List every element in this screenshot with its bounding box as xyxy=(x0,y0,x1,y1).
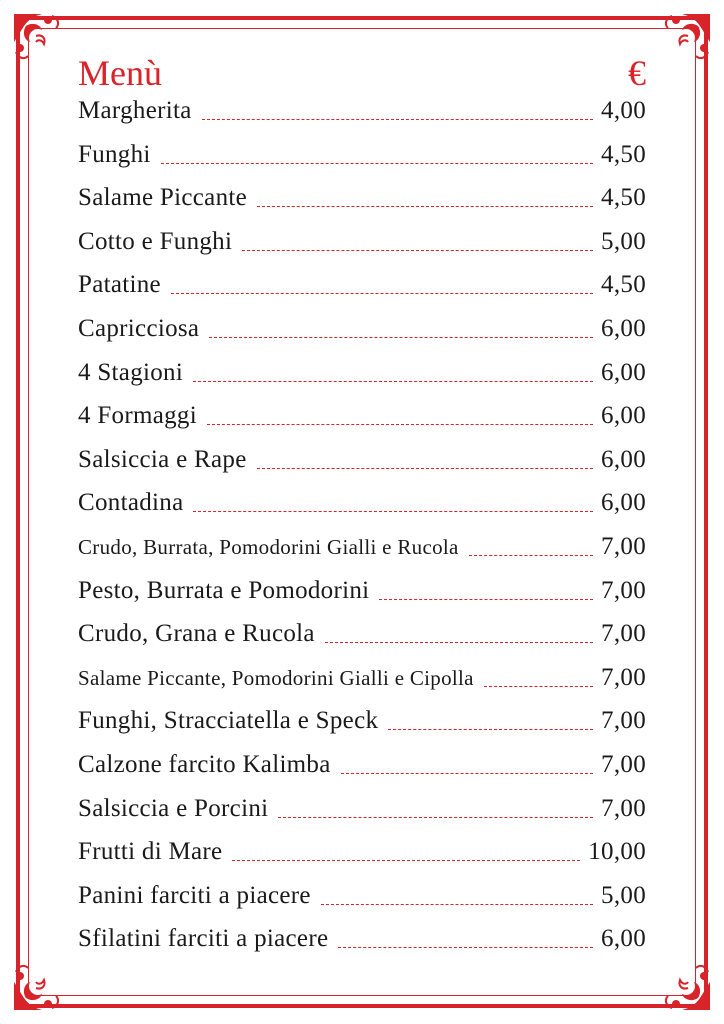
item-price: 7,00 xyxy=(601,663,646,691)
dotted-leader xyxy=(202,119,593,120)
dotted-leader xyxy=(321,904,593,905)
menu-item xyxy=(78,577,646,621)
menu-item xyxy=(78,97,646,141)
page-title: Menù xyxy=(78,53,162,93)
menu-item xyxy=(78,184,646,228)
dotted-leader xyxy=(278,817,593,818)
menu-item xyxy=(78,446,646,490)
item-price: 7,00 xyxy=(601,707,646,735)
corner-ornament-icon xyxy=(12,12,70,70)
item-name: Calzone farcito Kalimba xyxy=(78,750,331,778)
corner-ornament-icon xyxy=(654,12,712,70)
dotted-leader xyxy=(388,729,593,730)
item-price: 6,00 xyxy=(601,489,646,517)
item-price: 6,00 xyxy=(601,402,646,430)
corner-ornament-icon xyxy=(12,954,70,1012)
dotted-leader xyxy=(207,424,593,425)
item-name: Panini farciti a piacere xyxy=(78,881,311,909)
dotted-leader xyxy=(193,511,593,512)
item-price: 4,50 xyxy=(601,184,646,212)
dotted-leader xyxy=(338,947,593,948)
menu-item xyxy=(78,359,646,403)
dotted-leader xyxy=(341,773,593,774)
menu-item xyxy=(78,228,646,272)
dotted-leader xyxy=(379,599,593,600)
item-price: 10,00 xyxy=(588,838,646,866)
item-name: Salame Piccante, Pomodorini Gialli e Cipolla xyxy=(78,665,474,690)
menu-item xyxy=(78,620,646,664)
item-name: Capricciosa xyxy=(78,314,200,342)
item-name: Funghi xyxy=(78,140,151,168)
dotted-leader xyxy=(161,163,593,164)
item-name: Frutti di Mare xyxy=(78,838,223,866)
item-price: 4,00 xyxy=(601,97,646,124)
dotted-leader xyxy=(232,860,580,861)
item-name: Pesto, Burrata e Pomodorini xyxy=(78,576,370,604)
item-price: 6,00 xyxy=(601,925,646,953)
currency-label: € xyxy=(628,53,646,93)
item-name: 4 Stagioni xyxy=(78,358,184,386)
item-name: Crudo, Burrata, Pomodorini Gialli e Rucola xyxy=(78,534,459,559)
item-name: Contadina xyxy=(78,489,184,517)
item-name: Funghi, Stracciatella e Speck xyxy=(78,707,379,735)
item-name: Salsiccia e Rape xyxy=(78,445,247,473)
dotted-leader xyxy=(171,293,593,294)
menu-item xyxy=(78,882,646,926)
dotted-leader xyxy=(242,250,593,251)
item-name: 4 Formaggi xyxy=(78,402,197,430)
item-price: 7,00 xyxy=(601,794,646,822)
item-price: 6,00 xyxy=(601,314,646,342)
item-price: 7,00 xyxy=(601,750,646,778)
item-name: Sfilatini farciti a piacere xyxy=(78,925,329,953)
dotted-leader xyxy=(193,381,593,382)
menu-item xyxy=(78,925,646,969)
item-name: Crudo, Grana e Rucola xyxy=(78,620,315,648)
menu-item xyxy=(78,751,646,795)
item-price: 7,00 xyxy=(601,532,646,560)
dotted-leader xyxy=(257,206,593,207)
item-price: 4,50 xyxy=(601,271,646,299)
item-name: Salsiccia e Porcini xyxy=(78,794,269,822)
menu-item xyxy=(78,707,646,751)
item-name: Margherita xyxy=(78,97,192,124)
dotted-leader xyxy=(484,686,593,687)
item-price: 6,00 xyxy=(601,445,646,473)
item-price: 5,00 xyxy=(601,881,646,909)
menu-item xyxy=(78,141,646,185)
dotted-leader xyxy=(469,555,593,556)
menu-list xyxy=(78,97,646,969)
item-price: 6,00 xyxy=(601,358,646,386)
item-price: 7,00 xyxy=(601,620,646,648)
menu-item xyxy=(78,271,646,315)
menu-item xyxy=(78,664,646,708)
dotted-leader xyxy=(257,468,593,469)
dotted-leader xyxy=(209,337,593,338)
item-price: 5,00 xyxy=(601,227,646,255)
item-price: 7,00 xyxy=(601,576,646,604)
item-name: Cotto e Funghi xyxy=(78,227,233,255)
item-name: Salame Piccante xyxy=(78,184,248,212)
menu-item xyxy=(78,315,646,359)
item-price: 4,50 xyxy=(601,140,646,168)
corner-ornament-icon xyxy=(654,954,712,1012)
item-name: Patatine xyxy=(78,271,161,299)
dotted-leader xyxy=(325,642,593,643)
menu-item xyxy=(78,533,646,577)
menu-item xyxy=(78,402,646,446)
menu-item xyxy=(78,838,646,882)
menu-item xyxy=(78,489,646,533)
menu-item xyxy=(78,795,646,839)
menu-header xyxy=(78,50,646,96)
